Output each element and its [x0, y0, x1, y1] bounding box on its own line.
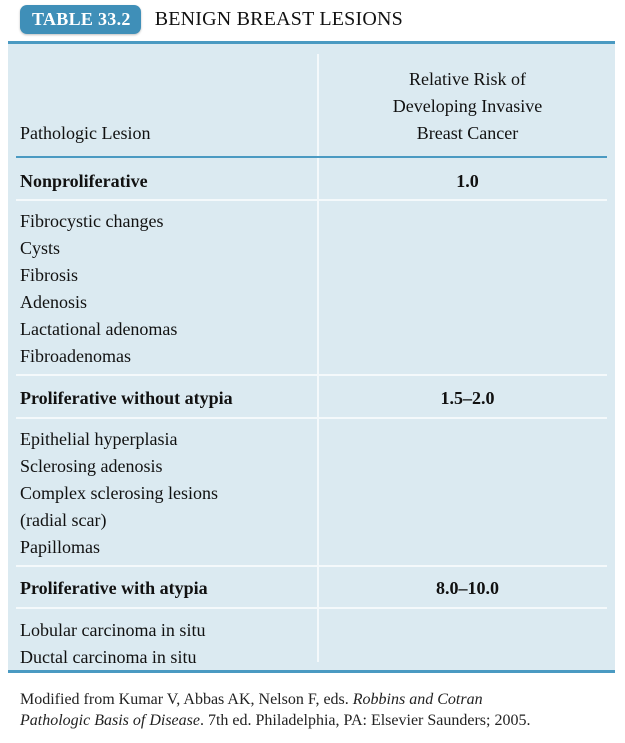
list-item: Cysts — [20, 238, 61, 258]
row-rule — [16, 374, 607, 376]
header-relative-risk — [320, 66, 615, 147]
header-risk-line: Relative Risk of — [409, 69, 526, 89]
category-proliferative-with-atypia: Proliferative with atypia — [20, 578, 208, 598]
source-book-title-1: Robbins and Cotran — [352, 691, 483, 708]
risk-nonproliferative: 1.0 — [456, 171, 479, 191]
header-rule — [16, 156, 607, 158]
row-rule — [16, 417, 607, 419]
list-item: Ductal carcinoma in situ — [20, 647, 197, 667]
benign-breast-lesions-table — [8, 41, 615, 673]
list-item: Lactational adenomas — [20, 319, 178, 339]
header-risk-line: Breast Cancer — [416, 123, 519, 143]
category-proliferative-without-atypia: Proliferative without atypia — [20, 388, 233, 408]
category-nonproliferative: Nonproliferative — [20, 171, 148, 191]
table-caption — [20, 2, 403, 36]
source-book-title-2: Pathologic Basis of Disease — [20, 712, 200, 729]
source-prefix: Modified from Kumar V, Abbas AK, Nelson F, eds. — [20, 691, 353, 708]
row-rule — [16, 199, 607, 201]
risk-proliferative-without-atypia: 1.5–2.0 — [440, 388, 495, 408]
table-source-note — [20, 689, 620, 731]
list-item: Fibrosis — [20, 265, 79, 285]
column-divider — [317, 54, 319, 662]
list-item: (radial scar) — [20, 510, 107, 530]
items-proliferative-without-atypia — [20, 426, 310, 561]
risk-proliferative-with-atypia: 8.0–10.0 — [436, 578, 499, 598]
table-number-badge: TABLE 33.2 — [20, 5, 141, 34]
list-item: Adenosis — [20, 292, 87, 312]
table-title: BENIGN BREAST LESIONS — [154, 7, 403, 30]
header-risk-line: Developing Invasive — [392, 96, 543, 116]
items-nonproliferative — [20, 208, 310, 370]
list-item: Fibroadenomas — [20, 346, 131, 366]
header-pathologic-lesion: Pathologic Lesion — [20, 123, 151, 143]
list-item: Fibrocystic changes — [20, 211, 164, 231]
list-item: Epithelial hyperplasia — [20, 429, 178, 449]
items-proliferative-with-atypia — [20, 617, 310, 671]
list-item: Lobular carcinoma in situ — [20, 620, 206, 640]
list-item: Sclerosing adenosis — [20, 456, 163, 476]
list-item: Papillomas — [20, 537, 100, 557]
row-rule — [16, 565, 607, 567]
list-item: Complex sclerosing lesions — [20, 483, 218, 503]
source-suffix: . 7th ed. Philadelphia, PA: Elsevier Saunders; 2005. — [199, 712, 531, 729]
row-rule — [16, 607, 607, 609]
